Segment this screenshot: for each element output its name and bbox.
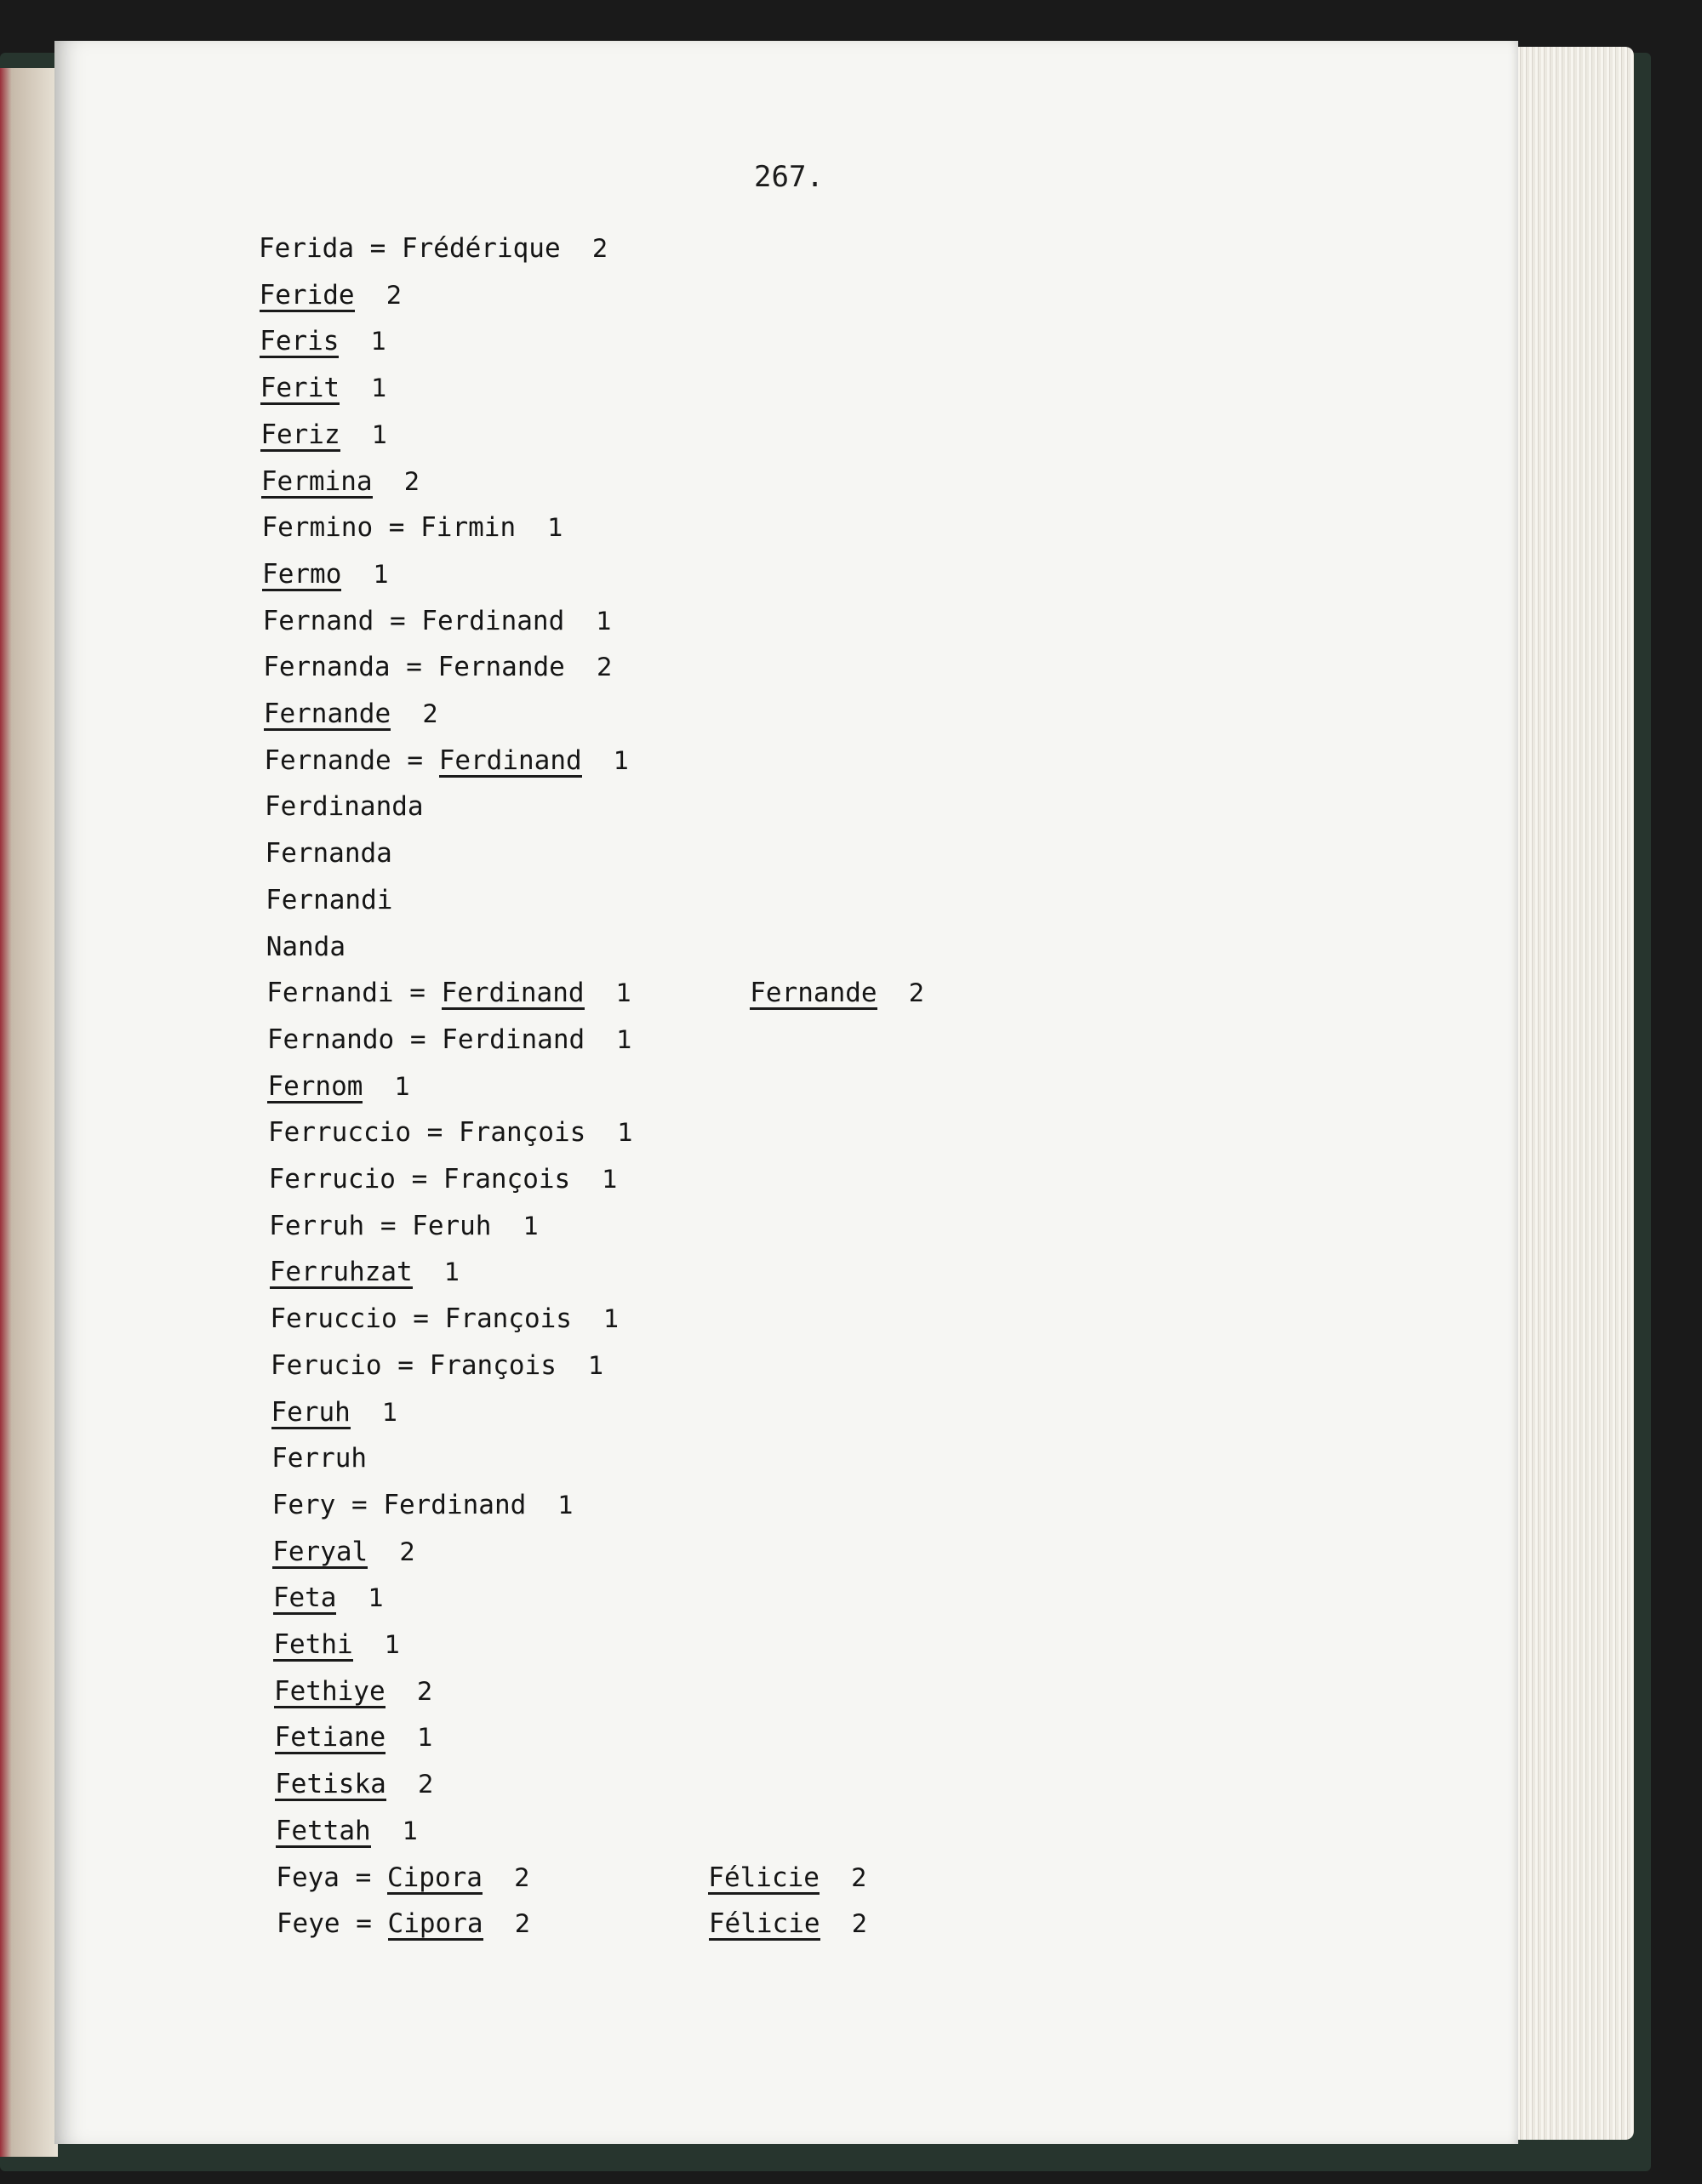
equivalent-name: Ferdinand bbox=[421, 605, 565, 636]
entry-count: 2 bbox=[386, 280, 403, 310]
entry-count: 1 bbox=[617, 1118, 634, 1148]
entry-count: 1 bbox=[371, 374, 387, 403]
entry-name: Fermo bbox=[262, 558, 342, 590]
entry-name: Ferucio bbox=[270, 1349, 382, 1381]
entry-name: Fernom bbox=[267, 1070, 363, 1102]
name-entry bbox=[260, 324, 386, 358]
alt-count: 2 bbox=[908, 978, 925, 1008]
entry-count: 1 bbox=[615, 978, 632, 1008]
entry-name: Ferida bbox=[259, 233, 354, 264]
entry-count: 1 bbox=[614, 745, 630, 775]
entry-count: 1 bbox=[403, 1816, 419, 1845]
alt-column bbox=[708, 1861, 866, 1895]
left-page-edge bbox=[0, 68, 58, 2157]
alt-column bbox=[709, 1907, 867, 1941]
entry-name: Ferruhzat bbox=[269, 1257, 413, 1288]
entry-name: Feruh bbox=[271, 1396, 351, 1428]
name-entry bbox=[261, 465, 420, 499]
entry-name: Fernanda bbox=[263, 652, 391, 683]
equivalent-name: Fernande bbox=[437, 652, 565, 683]
name-entry bbox=[262, 557, 389, 591]
name-entry: Fernande = Ferdinand 1 bbox=[264, 744, 630, 776]
entry-name: Ferruh bbox=[271, 1443, 368, 1474]
entry-name: Feruccio bbox=[270, 1303, 397, 1335]
alt-name: Félicie bbox=[708, 1908, 820, 1940]
equivalent-name: Feruh bbox=[412, 1210, 492, 1241]
equivalent-name: François bbox=[459, 1117, 586, 1149]
equivalent-name: Firmin bbox=[420, 512, 517, 544]
name-entry: Feruccio = François 1 bbox=[270, 1303, 620, 1335]
entry-name: Feta bbox=[272, 1582, 337, 1614]
name-entry bbox=[266, 930, 346, 964]
entry-name: Fernande bbox=[263, 699, 391, 729]
entry-count: 1 bbox=[596, 606, 613, 636]
name-entry bbox=[266, 883, 392, 917]
name-entry bbox=[275, 1720, 433, 1754]
entry-count: 1 bbox=[603, 1304, 620, 1334]
name-entry: Feye = Cipora 2 Félicie 2 bbox=[276, 1908, 868, 1940]
name-entry: Ferrucio = François 1 bbox=[268, 1164, 618, 1195]
name-entry bbox=[264, 697, 438, 731]
entry-name: Feryal bbox=[272, 1536, 368, 1567]
entry-name: Feya bbox=[276, 1862, 340, 1893]
entry-name: Nanda bbox=[266, 931, 346, 962]
name-entry: Fernando = Ferdinand 1 bbox=[266, 1024, 632, 1055]
entry-name: Ferdinanda bbox=[264, 791, 424, 823]
entry-count: 2 bbox=[416, 1676, 433, 1706]
name-entry bbox=[271, 1441, 367, 1475]
entry-name: Fermino bbox=[261, 512, 374, 544]
entry-name: Fernando bbox=[266, 1024, 395, 1055]
entry-name: Ferit bbox=[260, 373, 340, 404]
entry-count: 1 bbox=[371, 419, 388, 449]
name-entry: Ferida = Frédérique 2 bbox=[259, 233, 608, 264]
entry-count: 1 bbox=[394, 1071, 411, 1101]
name-entry bbox=[272, 1535, 415, 1569]
entry-count: 2 bbox=[422, 699, 438, 728]
entry-count: 1 bbox=[523, 1211, 540, 1240]
entry-count: 1 bbox=[547, 513, 563, 543]
entry-name: Fetiska bbox=[275, 1769, 386, 1800]
equivalent-name: Frédérique bbox=[401, 233, 561, 264]
entry-name: Fernande bbox=[264, 744, 391, 776]
name-entry: Ferruh = Feruh 1 bbox=[269, 1210, 540, 1241]
entry-name: Fetiane bbox=[274, 1722, 386, 1753]
entry-count: 1 bbox=[444, 1257, 460, 1287]
book-page bbox=[54, 41, 1518, 2144]
entry-count: 1 bbox=[370, 327, 387, 356]
entry-name: Fery bbox=[271, 1489, 336, 1520]
entry-count: 2 bbox=[418, 1770, 434, 1799]
name-entry: Fermino = Firmin 1 bbox=[261, 512, 563, 544]
entry-name: Ferruccio bbox=[268, 1117, 411, 1149]
entry-count: 1 bbox=[417, 1723, 433, 1753]
name-entry: Fernanda = Fernande 2 bbox=[263, 652, 613, 683]
alt-column bbox=[750, 976, 924, 1010]
name-entry bbox=[266, 836, 392, 870]
entry-name: Fernandi bbox=[266, 978, 394, 1009]
page-number: 267. bbox=[754, 160, 824, 194]
entry-count: 1 bbox=[368, 1583, 385, 1613]
equivalent-name: Ferdinand bbox=[438, 744, 582, 776]
entry-count: 1 bbox=[602, 1165, 618, 1194]
entry-name: Feride bbox=[259, 279, 355, 311]
entry-count: 2 bbox=[591, 234, 608, 263]
entry-name: Fermina bbox=[260, 465, 373, 497]
name-entry bbox=[260, 418, 387, 452]
name-entry bbox=[267, 1069, 410, 1103]
entry-count: 1 bbox=[385, 1630, 401, 1659]
name-entry: Fery = Ferdinand 1 bbox=[271, 1489, 574, 1520]
equivalent-name: Ferdinand bbox=[441, 978, 585, 1009]
entry-name: Feris bbox=[260, 326, 340, 357]
equivalent-name: François bbox=[429, 1349, 557, 1381]
name-entry bbox=[271, 1395, 398, 1429]
name-entry bbox=[273, 1581, 384, 1615]
name-entry bbox=[270, 1255, 460, 1289]
name-entry: Fernand = Ferdinand 1 bbox=[262, 605, 613, 636]
entry-count: 1 bbox=[373, 559, 390, 589]
entry-name: Ferruh bbox=[269, 1210, 365, 1241]
entry-count: 2 bbox=[399, 1537, 415, 1566]
entry-name: Fernanda bbox=[265, 838, 392, 870]
name-entry bbox=[275, 1767, 433, 1801]
alt-count: 2 bbox=[851, 1909, 868, 1939]
entry-name: Fernand bbox=[262, 605, 374, 636]
name-entry bbox=[274, 1674, 432, 1708]
equivalent-name: François bbox=[443, 1164, 571, 1195]
entry-name: Fettah bbox=[275, 1815, 371, 1846]
name-entry bbox=[273, 1628, 400, 1662]
equivalent-name: François bbox=[444, 1303, 572, 1335]
entry-count: 1 bbox=[616, 1024, 632, 1054]
entry-count: 1 bbox=[382, 1397, 398, 1427]
entry-count: 2 bbox=[514, 1909, 531, 1939]
entry-count: 1 bbox=[588, 1350, 604, 1380]
alt-name: Fernande bbox=[750, 978, 877, 1009]
alt-name: Félicie bbox=[708, 1862, 820, 1893]
alt-count: 2 bbox=[851, 1862, 867, 1892]
name-entry: Ferucio = François 1 bbox=[270, 1349, 604, 1381]
entry-name: Fethiye bbox=[273, 1675, 386, 1707]
name-entry bbox=[260, 278, 403, 312]
entry-name: Ferrucio bbox=[268, 1164, 396, 1195]
entry-count: 2 bbox=[597, 653, 613, 682]
entry-name: Feriz bbox=[260, 419, 340, 450]
name-entry bbox=[260, 371, 387, 405]
name-entry bbox=[265, 790, 424, 824]
equivalent-name: Cipora bbox=[387, 1908, 483, 1940]
equivalent-name: Ferdinand bbox=[383, 1489, 527, 1520]
entry-name: Fernandi bbox=[266, 884, 393, 915]
name-entry: Fernandi = Ferdinand 1 Fernande 2 bbox=[266, 978, 925, 1009]
entry-name: Feye bbox=[276, 1908, 340, 1940]
equivalent-name: Cipora bbox=[386, 1862, 483, 1893]
name-entry bbox=[276, 1814, 419, 1848]
equivalent-name: Ferdinand bbox=[442, 1024, 585, 1055]
entry-count: 1 bbox=[557, 1490, 574, 1520]
entry-name: Fethi bbox=[273, 1629, 353, 1660]
name-entry: Ferruccio = François 1 bbox=[268, 1117, 634, 1149]
entry-count: 2 bbox=[514, 1862, 530, 1892]
name-entry: Feya = Cipora 2 Félicie 2 bbox=[276, 1862, 867, 1893]
entry-count: 2 bbox=[403, 466, 420, 496]
